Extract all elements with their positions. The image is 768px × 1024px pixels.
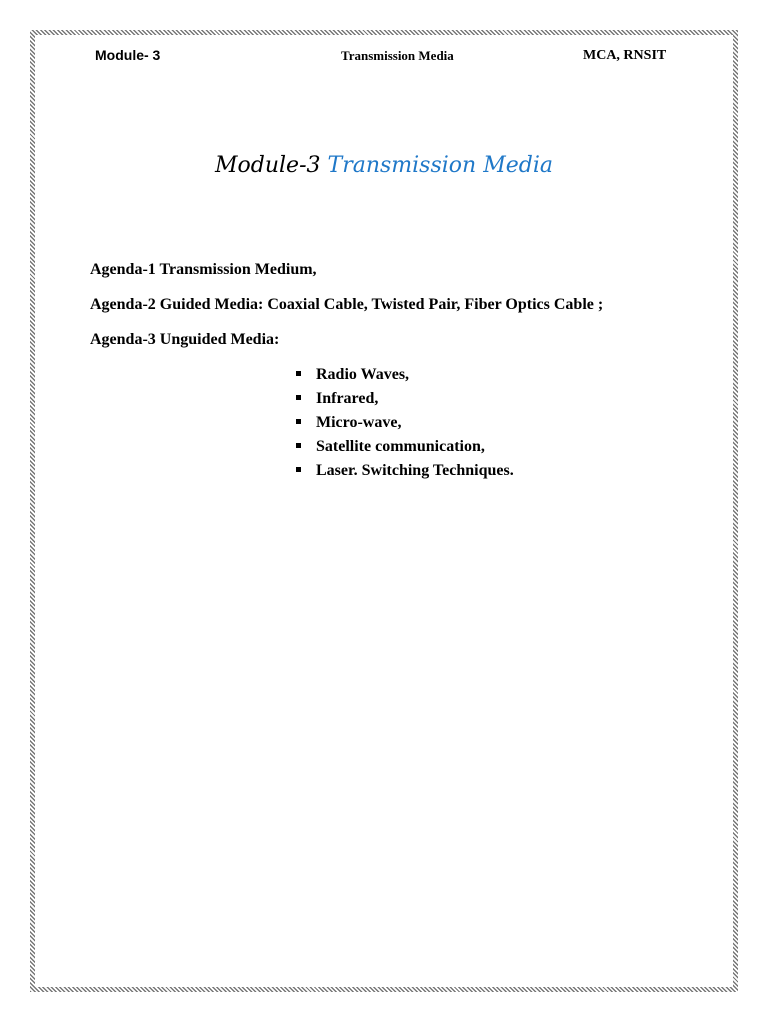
agenda-item-2: Agenda-2 Guided Media: Coaxial Cable, Twisted Pair, Fiber Optics Cable ;	[90, 296, 604, 313]
square-bullet-icon	[296, 467, 301, 472]
list-item-label: Micro-wave,	[316, 414, 402, 431]
unguided-media-list	[294, 366, 514, 486]
square-bullet-icon	[296, 395, 301, 400]
square-bullet-icon	[296, 419, 301, 424]
list-item-label: Satellite communication,	[316, 438, 485, 455]
list-item-label: Laser. Switching Techniques.	[316, 462, 514, 479]
agenda-item-3: Agenda-3 Unguided Media:	[90, 331, 280, 348]
agenda-item-1: Agenda-1 Transmission Medium,	[90, 261, 317, 278]
page-title	[0, 153, 768, 178]
square-bullet-icon	[296, 443, 301, 448]
header-subject-label: Transmission Media	[341, 48, 454, 63]
square-bullet-icon	[296, 371, 301, 376]
page-title-highlight: Transmission Media	[327, 153, 553, 178]
page-title-prefix: Module-3	[215, 153, 321, 178]
list-item	[294, 462, 514, 486]
list-item	[294, 438, 514, 462]
header-institution-label: MCA, RNSIT	[583, 48, 667, 63]
list-item	[294, 414, 514, 438]
list-item-label: Radio Waves,	[316, 366, 410, 383]
list-item	[294, 366, 514, 390]
list-item	[294, 390, 514, 414]
list-item-label: Infrared,	[316, 390, 379, 407]
header-module-label: Module- 3	[95, 47, 161, 63]
